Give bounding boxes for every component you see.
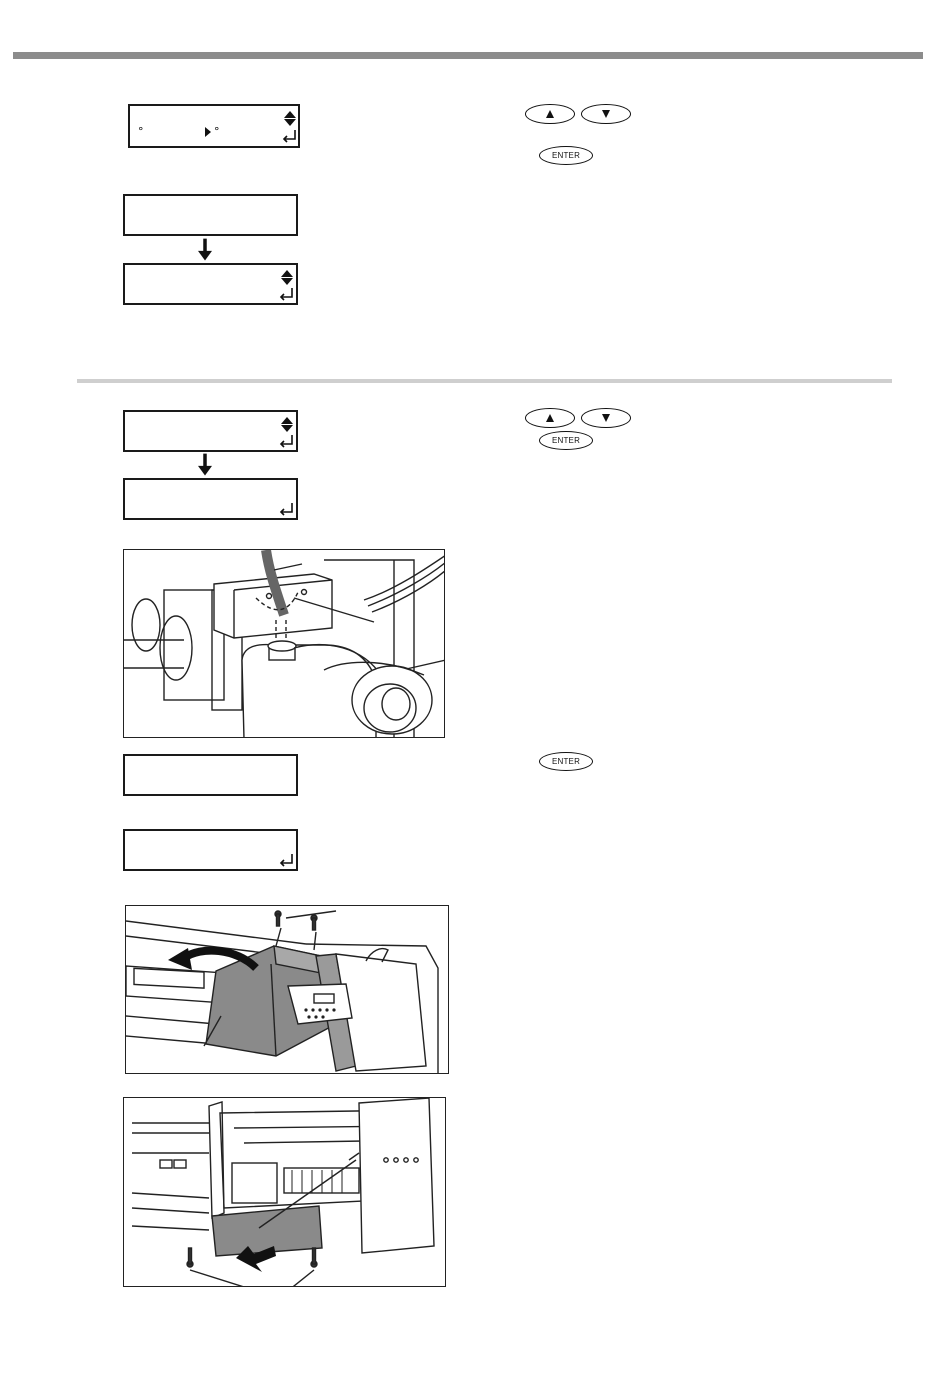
down-arrow-icon — [601, 413, 611, 423]
up-arrow-icon — [545, 109, 555, 119]
enter-key-3[interactable] — [539, 752, 593, 771]
enter-key-2[interactable] — [539, 431, 593, 450]
right-triangle-cursor-icon — [205, 127, 211, 137]
degree-mark-2: ° — [214, 125, 220, 138]
enter-key-label: ENTER — [551, 757, 581, 766]
down-key[interactable] — [581, 104, 631, 124]
up-arrow-icon — [545, 413, 555, 423]
enter-return-icon — [281, 435, 292, 447]
drain-bottle-illustration — [123, 549, 445, 738]
lcd-display-4 — [123, 410, 298, 452]
up-key-2[interactable] — [525, 408, 575, 428]
lcd-display-1 — [128, 104, 300, 148]
flow-arrow-icon — [198, 452, 212, 478]
degree-mark-1: ° — [138, 125, 144, 138]
lcd-display-7 — [123, 829, 298, 871]
lcd-display-5 — [123, 478, 298, 520]
enter-return-icon — [281, 288, 292, 300]
up-key[interactable] — [525, 104, 575, 124]
lcd-display-6 — [123, 754, 298, 796]
enter-key-label: ENTER — [551, 436, 581, 445]
down-key-2[interactable] — [581, 408, 631, 428]
front-cover-illustration — [125, 905, 449, 1074]
enter-return-icon — [281, 503, 292, 515]
enter-key-label: ENTER — [551, 151, 581, 160]
enter-key[interactable] — [539, 146, 593, 165]
flow-arrow-icon — [198, 237, 212, 263]
enter-return-icon — [284, 130, 295, 142]
up-down-scroll-icon — [281, 417, 293, 432]
tray-removal-illustration — [123, 1097, 446, 1287]
lcd-display-2 — [123, 194, 298, 236]
lcd-display-3 — [123, 263, 298, 305]
up-down-scroll-icon — [281, 270, 293, 285]
down-arrow-icon — [601, 109, 611, 119]
up-down-scroll-icon — [284, 111, 296, 126]
top-rule — [13, 52, 923, 59]
enter-return-icon — [281, 854, 292, 866]
mid-rule — [77, 379, 892, 383]
